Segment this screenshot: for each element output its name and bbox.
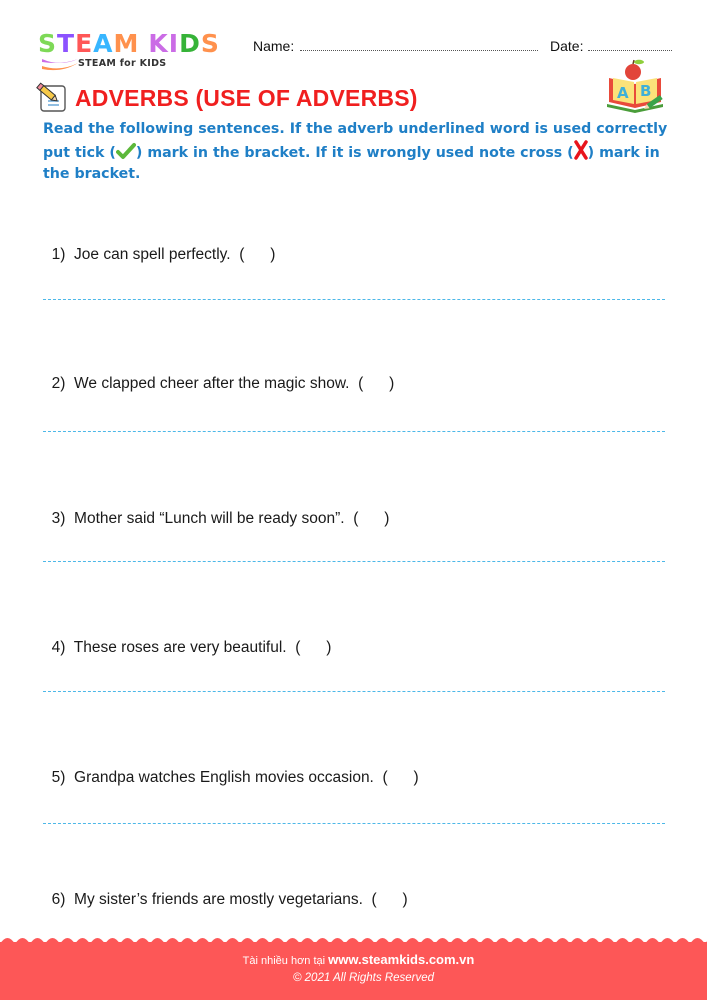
question-text: Grandpa watches English movies occasion. bbox=[74, 769, 374, 786]
answer-bracket[interactable]: ( ) bbox=[239, 246, 276, 263]
question-number: 6) bbox=[51, 891, 66, 908]
logo-wordmark bbox=[38, 30, 220, 58]
answer-line-2[interactable] bbox=[43, 431, 665, 432]
logo-letter: K bbox=[148, 29, 169, 58]
footer-copyright: © 2021 All Rights Reserved bbox=[292, 972, 434, 984]
answer-line-5[interactable] bbox=[43, 823, 665, 824]
question-6 bbox=[43, 873, 408, 909]
footer-prefix: Tài nhiều hơn tại bbox=[242, 955, 329, 967]
red-x-icon bbox=[574, 140, 588, 160]
logo-letter: M bbox=[113, 29, 140, 58]
svg-text:A: A bbox=[617, 84, 629, 102]
question-text: We clapped cheer after the magic show. bbox=[74, 375, 350, 392]
question-5 bbox=[43, 751, 419, 787]
question-number: 1) bbox=[51, 246, 66, 263]
question-text: Mother said “Lunch will be ready soon”. bbox=[74, 510, 345, 527]
instructions-text bbox=[43, 119, 668, 185]
logo-letter: E bbox=[75, 29, 94, 58]
logo-letter: S bbox=[200, 29, 220, 58]
ab-book-apple-icon bbox=[603, 58, 667, 114]
question-number: 3) bbox=[51, 510, 66, 527]
answer-line-3[interactable] bbox=[43, 561, 665, 562]
worksheet-title: ADVERBS (USE OF ADVERBS) bbox=[75, 84, 418, 111]
question-text: Joe can spell perfectly. bbox=[74, 246, 231, 263]
question-number: 5) bbox=[51, 769, 66, 786]
answer-bracket[interactable]: ( ) bbox=[353, 510, 390, 527]
question-text: These roses are very beautiful. bbox=[73, 639, 287, 656]
logo-letter: D bbox=[179, 29, 201, 58]
question-1 bbox=[43, 228, 275, 264]
answer-line-4[interactable] bbox=[43, 691, 665, 692]
name-field[interactable] bbox=[253, 38, 538, 54]
svg-text:B: B bbox=[640, 82, 652, 100]
name-input-line[interactable] bbox=[300, 39, 538, 51]
instructions-part-3: ) mark in the bracket. bbox=[43, 145, 660, 182]
footer bbox=[0, 942, 707, 1000]
answer-bracket[interactable]: ( ) bbox=[382, 769, 419, 786]
answer-bracket[interactable]: ( ) bbox=[358, 375, 395, 392]
question-number: 4) bbox=[51, 639, 66, 656]
logo-letter: I bbox=[168, 29, 180, 58]
date-field[interactable] bbox=[550, 38, 672, 54]
answer-line-1[interactable] bbox=[43, 299, 665, 300]
question-4 bbox=[43, 621, 331, 657]
pencil-paper-icon bbox=[35, 82, 69, 114]
question-number: 2) bbox=[51, 375, 66, 392]
footer-url-link[interactable]: www.steamkids.com.vn bbox=[328, 952, 475, 967]
logo-letter: A bbox=[93, 29, 114, 58]
answer-bracket[interactable]: ( ) bbox=[295, 639, 332, 656]
logo-swoosh-icon bbox=[40, 57, 80, 73]
question-text: My sister’s friends are mostly vegetarians. bbox=[74, 891, 363, 908]
worksheet-title-row bbox=[35, 82, 418, 114]
date-label: Date: bbox=[550, 38, 584, 54]
name-label: Name: bbox=[253, 38, 295, 54]
logo-letter: T bbox=[57, 29, 76, 58]
question-3 bbox=[43, 492, 389, 528]
answer-bracket[interactable]: ( ) bbox=[371, 891, 408, 908]
date-input-line[interactable] bbox=[588, 39, 672, 51]
logo-letter: S bbox=[38, 29, 58, 58]
instructions-part-1: Read the following sentences. If the adverb underlined word is used correctly put tick ( bbox=[43, 121, 668, 161]
instructions-part-2: ) mark in the bracket. If it is wrongly used note cross ( bbox=[135, 145, 574, 161]
steam-kids-logo bbox=[38, 30, 238, 74]
green-check-icon bbox=[116, 142, 136, 160]
footer-website-line bbox=[0, 952, 707, 967]
logo-subtitle: STEAM for KIDS bbox=[78, 58, 167, 69]
question-2 bbox=[43, 357, 394, 393]
